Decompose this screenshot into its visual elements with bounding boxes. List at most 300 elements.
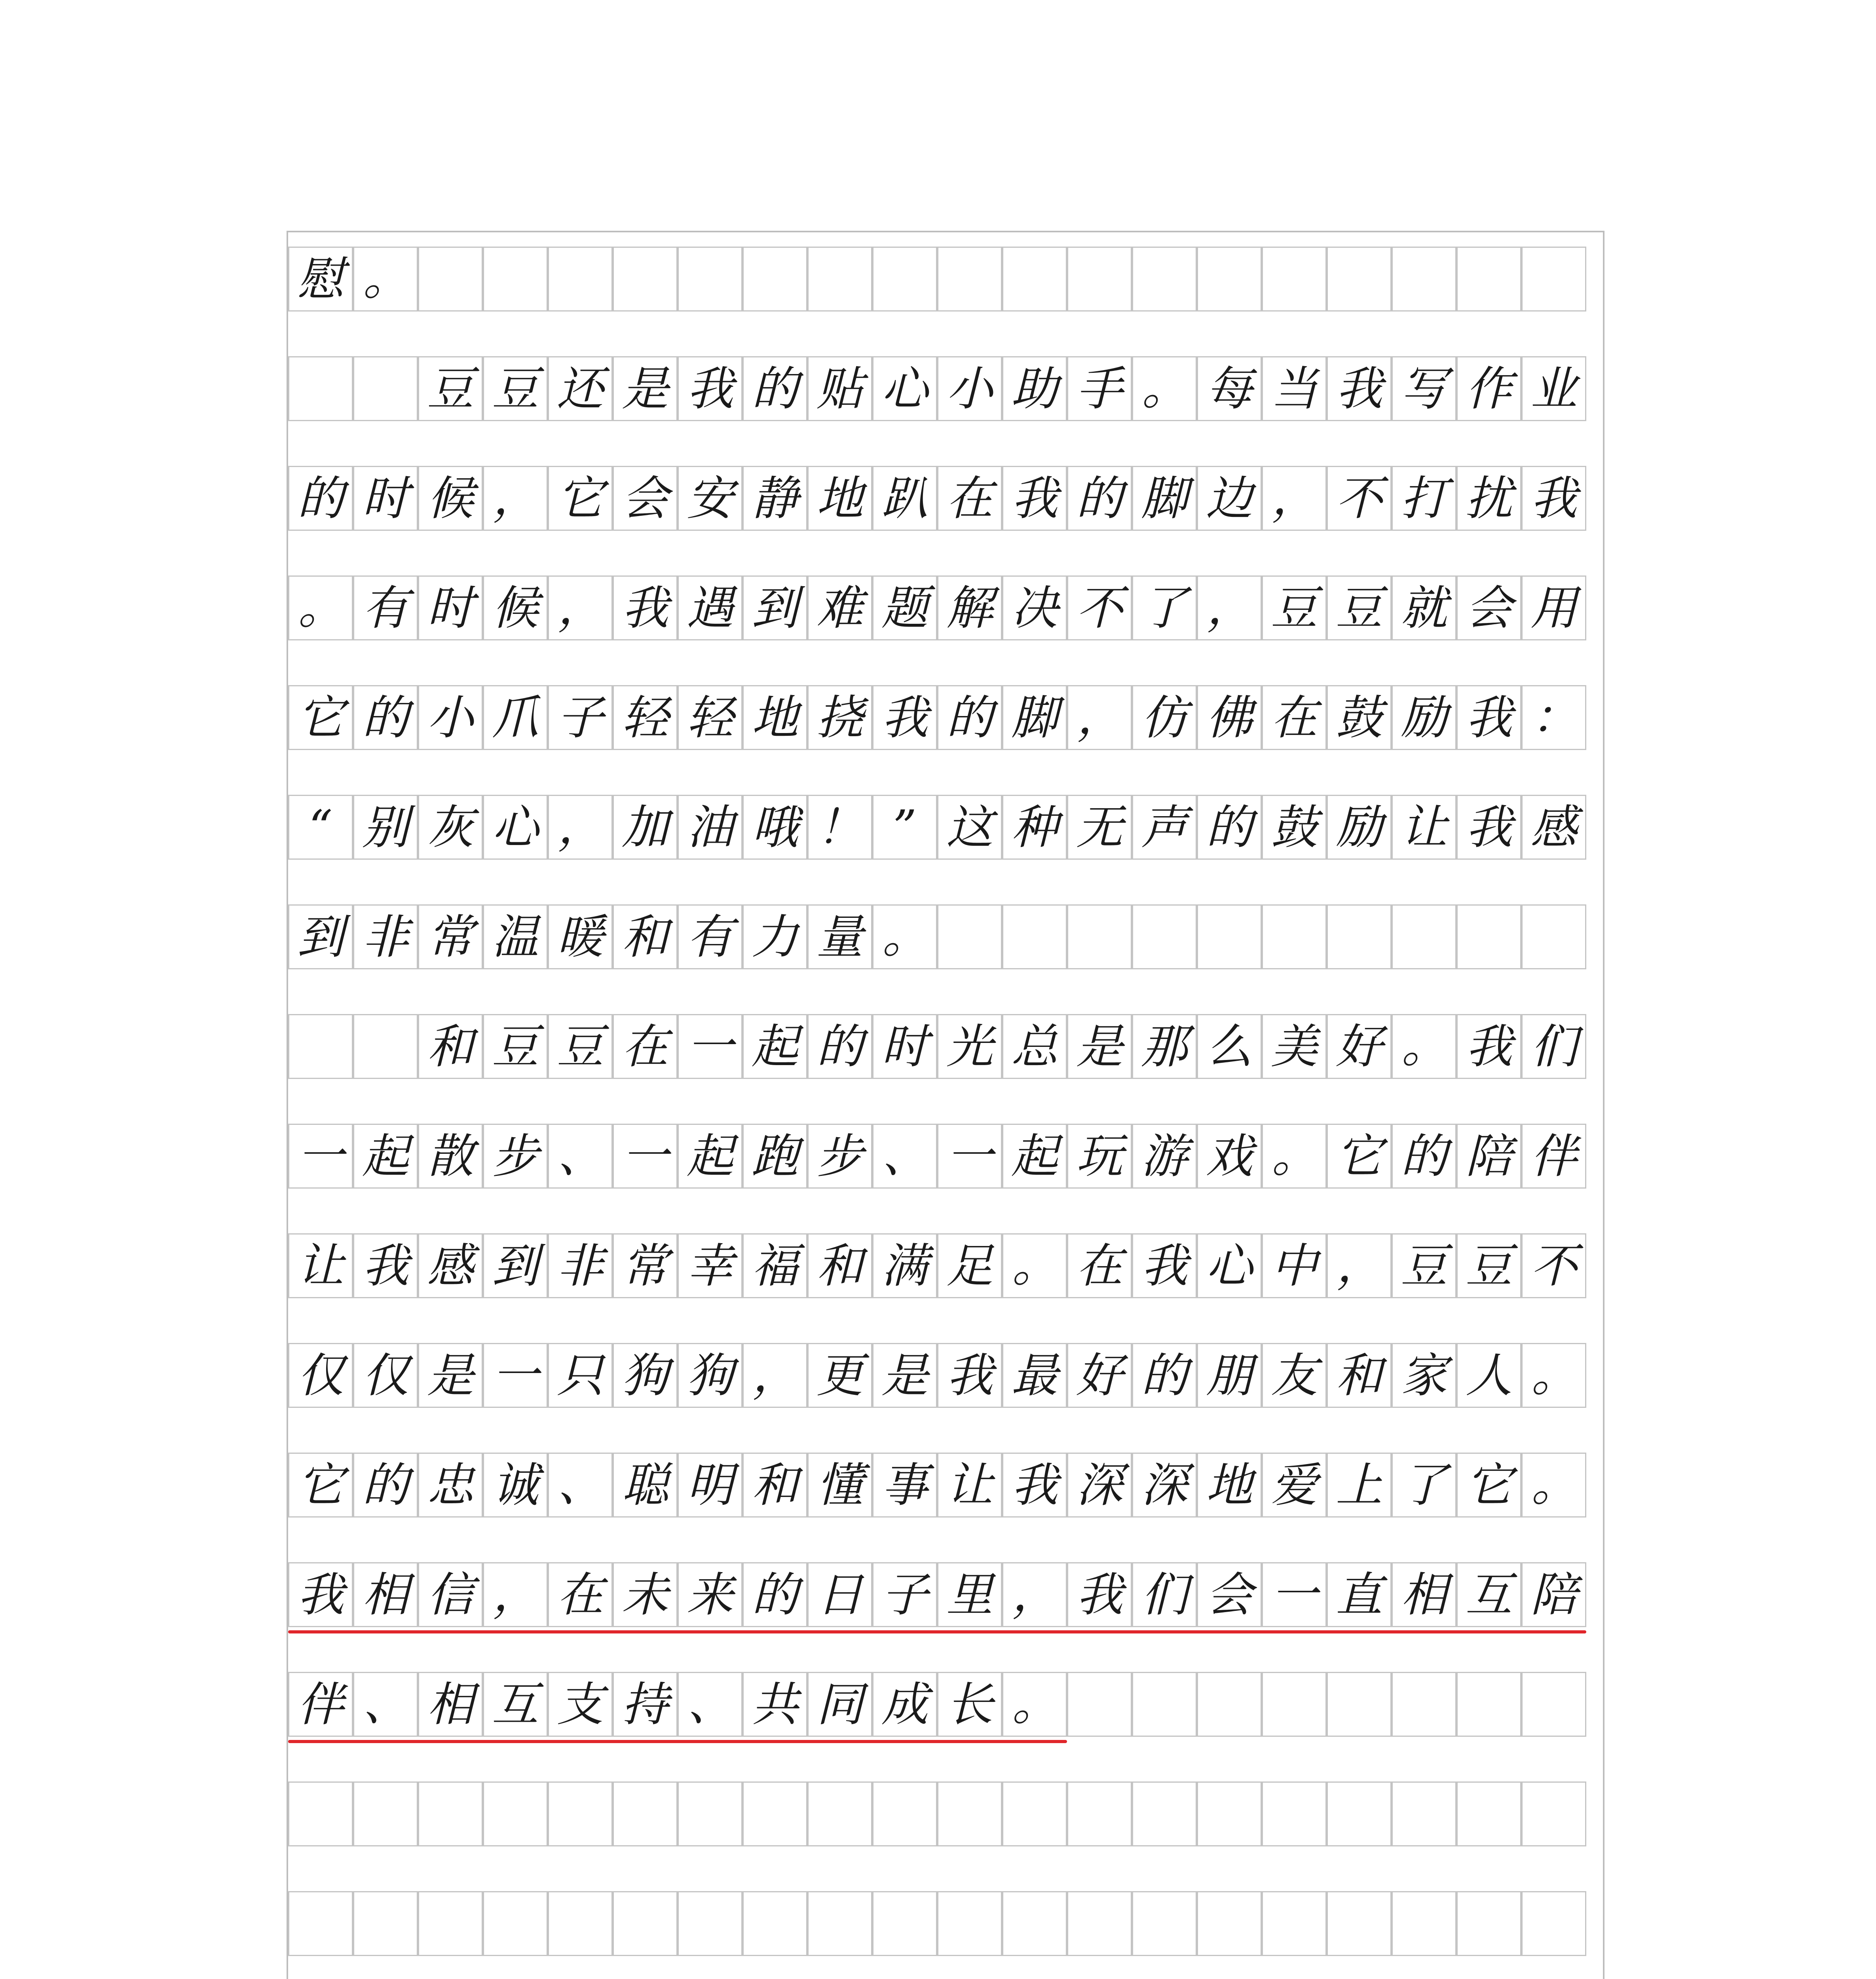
grid-cell <box>1197 904 1262 969</box>
grid-cell: 豆 <box>483 1014 548 1079</box>
grid-cell: 不 <box>1067 575 1132 640</box>
grid-cell: 感 <box>418 1233 483 1298</box>
grid-cell: 起 <box>1002 1124 1067 1189</box>
grid-cell <box>288 356 353 421</box>
grid-cell: 解 <box>937 575 1002 640</box>
grid-cell: 助 <box>1002 356 1067 421</box>
grid-cell: 豆 <box>548 1014 613 1079</box>
grid-cell: 地 <box>742 685 807 750</box>
grid-cell <box>807 247 872 311</box>
grid-cell <box>548 1781 613 1846</box>
grid-cell <box>1262 247 1327 311</box>
grid-cell: 常 <box>418 904 483 969</box>
grid-cell: 我 <box>1002 1453 1067 1517</box>
grid-cell: 是 <box>418 1343 483 1408</box>
grid-cell <box>1521 904 1586 969</box>
grid-cell <box>1067 1781 1132 1846</box>
grid-cell: 加 <box>613 795 678 860</box>
grid-cell <box>1002 1891 1067 1956</box>
grid-cell: 的 <box>1392 1124 1456 1189</box>
grid-cell <box>1392 247 1456 311</box>
grid-cell: 、 <box>548 1453 613 1517</box>
grid-cell: 。 <box>1521 1453 1586 1517</box>
grid-cell: 是 <box>1067 1014 1132 1079</box>
grid-cell: 豆 <box>1262 575 1327 640</box>
grid-cell: 狗 <box>613 1343 678 1408</box>
grid-cell <box>288 1781 353 1846</box>
grid-cell: 子 <box>872 1562 937 1627</box>
grid-cell: 我 <box>353 1233 418 1298</box>
grid-cell <box>937 904 1002 969</box>
grid-cell: 心 <box>483 795 548 860</box>
grid-cell: 常 <box>613 1233 678 1298</box>
grid-cell: ， <box>1262 466 1327 531</box>
grid-cell <box>872 1781 937 1846</box>
grid-cell <box>1197 1781 1262 1846</box>
grid-cell <box>678 1891 742 1956</box>
grid-cell: 步 <box>483 1124 548 1189</box>
grid-cell: 的 <box>742 356 807 421</box>
grid-cell: 里 <box>937 1562 1002 1627</box>
grid-cell: 豆 <box>1456 1233 1521 1298</box>
grid-cell: 的 <box>1067 466 1132 531</box>
grid-cell: 相 <box>353 1562 418 1627</box>
grid-cell: 相 <box>418 1672 483 1737</box>
grid-cell: 我 <box>1327 356 1392 421</box>
grid-cell: 在 <box>1262 685 1327 750</box>
grid-cell: 我 <box>1002 466 1067 531</box>
grid-cell: 这 <box>937 795 1002 860</box>
grid-cell: ， <box>548 575 613 640</box>
grid-cell: 步 <box>807 1124 872 1189</box>
grid-cell: 到 <box>288 904 353 969</box>
grid-cell: 豆 <box>483 356 548 421</box>
grid-cell: 它 <box>1456 1453 1521 1517</box>
grid-cell: 我 <box>1456 685 1521 750</box>
grid-cell: 好 <box>1067 1343 1132 1408</box>
grid-cell: 深 <box>1132 1453 1197 1517</box>
grid-cell <box>807 1891 872 1956</box>
grid-cell: 和 <box>742 1453 807 1517</box>
grid-cell: 散 <box>418 1124 483 1189</box>
grid-cell: 在 <box>548 1562 613 1627</box>
grid-cell <box>613 1781 678 1846</box>
grid-cell: 它 <box>548 466 613 531</box>
grid-cell: 边 <box>1197 466 1262 531</box>
grid-cell <box>1067 247 1132 311</box>
grid-cell: 决 <box>1002 575 1067 640</box>
grid-cell: 仅 <box>353 1343 418 1408</box>
grid-cell: “ <box>288 795 353 860</box>
grid-cell: 光 <box>937 1014 1002 1079</box>
grid-cell: 爱 <box>1262 1453 1327 1517</box>
grid-cell <box>353 1781 418 1846</box>
grid-cell: 人 <box>1456 1343 1521 1408</box>
grid-cell <box>678 1781 742 1846</box>
grid-cell: 足 <box>937 1233 1002 1298</box>
grid-cell <box>1067 1891 1132 1956</box>
grid-cell <box>1002 247 1067 311</box>
grid-cell <box>1456 247 1521 311</box>
grid-cell: ， <box>1197 575 1262 640</box>
grid-cell: 用 <box>1521 575 1586 640</box>
grid-cell: 在 <box>937 466 1002 531</box>
grid-cell: 我 <box>937 1343 1002 1408</box>
grid-cell: 陪 <box>1456 1124 1521 1189</box>
grid-cell: 。 <box>288 575 353 640</box>
grid-cell: 温 <box>483 904 548 969</box>
grid-cell: 豆 <box>418 356 483 421</box>
grid-cell <box>1521 247 1586 311</box>
grid-cell <box>1067 1672 1132 1737</box>
grid-cell <box>872 247 937 311</box>
grid-cell: 未 <box>613 1562 678 1627</box>
grid-cell <box>742 1781 807 1846</box>
grid-cell: 安 <box>678 466 742 531</box>
grid-cell <box>1002 1781 1067 1846</box>
grid-cell: 和 <box>807 1233 872 1298</box>
grid-cell: 。 <box>1521 1343 1586 1408</box>
grid-cell: 来 <box>678 1562 742 1627</box>
grid-cell: 。 <box>1002 1672 1067 1737</box>
grid-cell: 豆 <box>1327 575 1392 640</box>
grid-cell: 心 <box>872 356 937 421</box>
grid-cell: 直 <box>1327 1562 1392 1627</box>
grid-cell <box>807 1781 872 1846</box>
grid-cell: 时 <box>353 466 418 531</box>
grid-cell: 地 <box>807 466 872 531</box>
grid-cell: 仅 <box>288 1343 353 1408</box>
grid-cell <box>1132 1891 1197 1956</box>
grid-cell: 不 <box>1327 466 1392 531</box>
grid-cell <box>288 1014 353 1079</box>
grid-cell: 聪 <box>613 1453 678 1517</box>
grid-cell: 别 <box>353 795 418 860</box>
grid-cell: 一 <box>678 1014 742 1079</box>
grid-cell: 友 <box>1262 1343 1327 1408</box>
grid-cell: 在 <box>1067 1233 1132 1298</box>
grid-cell: 。 <box>1002 1233 1067 1298</box>
grid-cell: 励 <box>1392 685 1456 750</box>
grid-cell: 同 <box>807 1672 872 1737</box>
grid-cell: 不 <box>1521 1233 1586 1298</box>
grid-cell: 轻 <box>613 685 678 750</box>
grid-cell <box>1521 1891 1586 1956</box>
grid-cell: 明 <box>678 1453 742 1517</box>
grid-cell: 们 <box>1132 1562 1197 1627</box>
grid-cell <box>1327 1891 1392 1956</box>
grid-cell <box>1392 904 1456 969</box>
grid-cell <box>1327 247 1392 311</box>
grid-cell: 我 <box>288 1562 353 1627</box>
grid-cell: 遇 <box>678 575 742 640</box>
grid-cell: 子 <box>548 685 613 750</box>
grid-cell: 是 <box>872 1343 937 1408</box>
grid-cell <box>1456 1781 1521 1846</box>
grid-cell <box>1002 904 1067 969</box>
grid-cell: 事 <box>872 1453 937 1517</box>
grid-cell <box>1521 1781 1586 1846</box>
grid-cell: 戏 <box>1197 1124 1262 1189</box>
grid-cell: 我 <box>1067 1562 1132 1627</box>
grid-cell: 的 <box>937 685 1002 750</box>
grid-cell <box>548 1891 613 1956</box>
grid-cell: 最 <box>1002 1343 1067 1408</box>
grid-cell: 手 <box>1067 356 1132 421</box>
grid-cell <box>937 247 1002 311</box>
grid-cell: 、 <box>678 1672 742 1737</box>
grid-cell: 和 <box>1327 1343 1392 1408</box>
grid-cell <box>1132 247 1197 311</box>
grid-cell: 暖 <box>548 904 613 969</box>
grid-cell <box>1262 1891 1327 1956</box>
grid-cell <box>1327 904 1392 969</box>
grid-cell: 的 <box>1197 795 1262 860</box>
grid-cell: ！ <box>807 795 872 860</box>
grid-cell: 互 <box>1456 1562 1521 1627</box>
grid-cell: 会 <box>1197 1562 1262 1627</box>
grid-cell: 哦 <box>742 795 807 860</box>
grid-cell <box>483 1891 548 1956</box>
grid-cell: 的 <box>353 685 418 750</box>
grid-cell <box>288 1891 353 1956</box>
grid-cell <box>1262 904 1327 969</box>
grid-cell: 贴 <box>807 356 872 421</box>
grid-cell: 鼓 <box>1262 795 1327 860</box>
grid-cell: 非 <box>548 1233 613 1298</box>
grid-cell <box>1262 1672 1327 1737</box>
grid-cell: 总 <box>1002 1014 1067 1079</box>
grid-cell: 更 <box>807 1343 872 1408</box>
grid-cell <box>1521 1672 1586 1737</box>
grid-cell: 让 <box>288 1233 353 1298</box>
grid-cell: 写 <box>1392 356 1456 421</box>
red-underline <box>288 1740 1067 1743</box>
grid-cell <box>418 247 483 311</box>
grid-cell: 一 <box>483 1343 548 1408</box>
grid-cell: 的 <box>288 466 353 531</box>
grid-cell: ， <box>548 795 613 860</box>
grid-cell: 成 <box>872 1672 937 1737</box>
grid-cell: 脚 <box>1002 685 1067 750</box>
grid-cell: 我 <box>872 685 937 750</box>
grid-cell <box>353 356 418 421</box>
grid-cell: 到 <box>742 575 807 640</box>
grid-cell: 候 <box>483 575 548 640</box>
grid-cell <box>613 247 678 311</box>
grid-cell: 静 <box>742 466 807 531</box>
grid-cell: 扰 <box>1456 466 1521 531</box>
grid-cell: 家 <box>1392 1343 1456 1408</box>
grid-cell <box>1392 1672 1456 1737</box>
grid-cell: 打 <box>1392 466 1456 531</box>
red-underline <box>288 1630 1586 1633</box>
grid-cell: 了 <box>1392 1453 1456 1517</box>
grid-cell <box>418 1891 483 1956</box>
grid-cell: 有 <box>353 575 418 640</box>
grid-cell: 只 <box>548 1343 613 1408</box>
grid-cell: 起 <box>742 1014 807 1079</box>
grid-cell: ： <box>1521 685 1586 750</box>
grid-cell: 伴 <box>1521 1124 1586 1189</box>
grid-cell <box>1456 1891 1521 1956</box>
grid-cell <box>1392 1781 1456 1846</box>
grid-cell: 我 <box>1456 1014 1521 1079</box>
grid-cell: 、 <box>548 1124 613 1189</box>
grid-cell: 作 <box>1456 356 1521 421</box>
grid-cell: 和 <box>418 1014 483 1079</box>
grid-cell: 小 <box>418 685 483 750</box>
grid-cell: 持 <box>613 1672 678 1737</box>
grid-cell: 。 <box>1262 1124 1327 1189</box>
grid-cell <box>1327 1781 1392 1846</box>
grid-cell: 起 <box>678 1124 742 1189</box>
grid-cell <box>418 1781 483 1846</box>
grid-cell <box>1132 1781 1197 1846</box>
grid-cell: 那 <box>1132 1014 1197 1079</box>
grid-cell: 油 <box>678 795 742 860</box>
grid-cell <box>1392 1891 1456 1956</box>
grid-cell: 美 <box>1262 1014 1327 1079</box>
grid-cell: 励 <box>1327 795 1392 860</box>
grid-cell: 好 <box>1327 1014 1392 1079</box>
grid-cell: 力 <box>742 904 807 969</box>
grid-cell: 轻 <box>678 685 742 750</box>
grid-cell <box>742 247 807 311</box>
grid-cell <box>1132 1672 1197 1737</box>
grid-cell: 鼓 <box>1327 685 1392 750</box>
grid-cell: 题 <box>872 575 937 640</box>
grid-cell: 感 <box>1521 795 1586 860</box>
grid-cell: 一 <box>937 1124 1002 1189</box>
grid-cell: 它 <box>1327 1124 1392 1189</box>
grid-cell <box>742 1891 807 1956</box>
grid-cell: 它 <box>288 1453 353 1517</box>
grid-cell: 当 <box>1262 356 1327 421</box>
grid-cell: 仿 <box>1132 685 1197 750</box>
grid-cell: 心 <box>1197 1233 1262 1298</box>
grid-cell <box>548 247 613 311</box>
grid-cell: 声 <box>1132 795 1197 860</box>
grid-cell <box>937 1781 1002 1846</box>
grid-cell: 诚 <box>483 1453 548 1517</box>
grid-cell: 、 <box>872 1124 937 1189</box>
grid-cell: 满 <box>872 1233 937 1298</box>
grid-cell: 非 <box>353 904 418 969</box>
grid-cell: 无 <box>1067 795 1132 860</box>
grid-cell: 一 <box>288 1124 353 1189</box>
grid-cell: 忠 <box>418 1453 483 1517</box>
grid-cell: 陪 <box>1521 1562 1586 1627</box>
grid-cell <box>1456 1672 1521 1737</box>
grid-cell <box>353 1014 418 1079</box>
grid-cell: 幸 <box>678 1233 742 1298</box>
grid-cell: 和 <box>613 904 678 969</box>
grid-cell <box>1262 1781 1327 1846</box>
grid-cell <box>1067 904 1132 969</box>
grid-cell: 趴 <box>872 466 937 531</box>
grid-cell: ， <box>1327 1233 1392 1298</box>
grid-cell: 每 <box>1197 356 1262 421</box>
grid-cell <box>613 1891 678 1956</box>
grid-cell: 共 <box>742 1672 807 1737</box>
grid-cell: 会 <box>1456 575 1521 640</box>
grid-cell: 让 <box>1392 795 1456 860</box>
grid-cell: 日 <box>807 1562 872 1627</box>
grid-cell: 我 <box>1521 466 1586 531</box>
grid-cell: 脚 <box>1132 466 1197 531</box>
grid-cell: 跑 <box>742 1124 807 1189</box>
grid-cell: 一 <box>613 1124 678 1189</box>
grid-cell: 会 <box>613 466 678 531</box>
grid-cell: 起 <box>353 1124 418 1189</box>
grid-cell: 。 <box>1132 356 1197 421</box>
grid-cell: ， <box>483 466 548 531</box>
grid-cell: 佛 <box>1197 685 1262 750</box>
grid-cell <box>872 1891 937 1956</box>
writing-grid-sheet <box>287 231 1604 1979</box>
grid-cell: 。 <box>872 904 937 969</box>
grid-cell: 福 <box>742 1233 807 1298</box>
grid-cell: 灰 <box>418 795 483 860</box>
grid-cell: 一 <box>1262 1562 1327 1627</box>
grid-cell: 时 <box>418 575 483 640</box>
grid-cell: 、 <box>353 1672 418 1737</box>
grid-cell: 种 <box>1002 795 1067 860</box>
grid-cell: 的 <box>353 1453 418 1517</box>
grid-cell: 互 <box>483 1672 548 1737</box>
grid-cell: 业 <box>1521 356 1586 421</box>
grid-cell: 慰 <box>288 247 353 311</box>
grid-cell: 相 <box>1392 1562 1456 1627</box>
grid-cell: 我 <box>1456 795 1521 860</box>
grid-cell: 挠 <box>807 685 872 750</box>
grid-cell: 让 <box>937 1453 1002 1517</box>
grid-cell: 就 <box>1392 575 1456 640</box>
grid-cell: 爪 <box>483 685 548 750</box>
grid-cell: 它 <box>288 685 353 750</box>
grid-cell: 的 <box>1132 1343 1197 1408</box>
grid-cell: 们 <box>1521 1014 1586 1079</box>
grid-cell: ， <box>742 1343 807 1408</box>
grid-cell: ， <box>1002 1562 1067 1627</box>
grid-cell: 玩 <box>1067 1124 1132 1189</box>
grid-cell: 我 <box>613 575 678 640</box>
grid-cell: 地 <box>1197 1453 1262 1517</box>
grid-cell: 朋 <box>1197 1343 1262 1408</box>
grid-cell: 时 <box>872 1014 937 1079</box>
grid-cell <box>1132 904 1197 969</box>
grid-cell: 么 <box>1197 1014 1262 1079</box>
grid-cell: 在 <box>613 1014 678 1079</box>
grid-cell: 候 <box>418 466 483 531</box>
grid-cell: 的 <box>807 1014 872 1079</box>
grid-cell: 有 <box>678 904 742 969</box>
grid-cell: ” <box>872 795 937 860</box>
grid-cell: 懂 <box>807 1453 872 1517</box>
grid-cell: 到 <box>483 1233 548 1298</box>
grid-cell <box>1197 247 1262 311</box>
grid-cell: 。 <box>1392 1014 1456 1079</box>
grid-cell: 豆 <box>1392 1233 1456 1298</box>
grid-cell: 深 <box>1067 1453 1132 1517</box>
grid-cell: 长 <box>937 1672 1002 1737</box>
grid-cell: 我 <box>678 356 742 421</box>
grid-cell <box>1456 904 1521 969</box>
grid-cell <box>353 1891 418 1956</box>
grid-cell: 支 <box>548 1672 613 1737</box>
grid-cell: 中 <box>1262 1233 1327 1298</box>
